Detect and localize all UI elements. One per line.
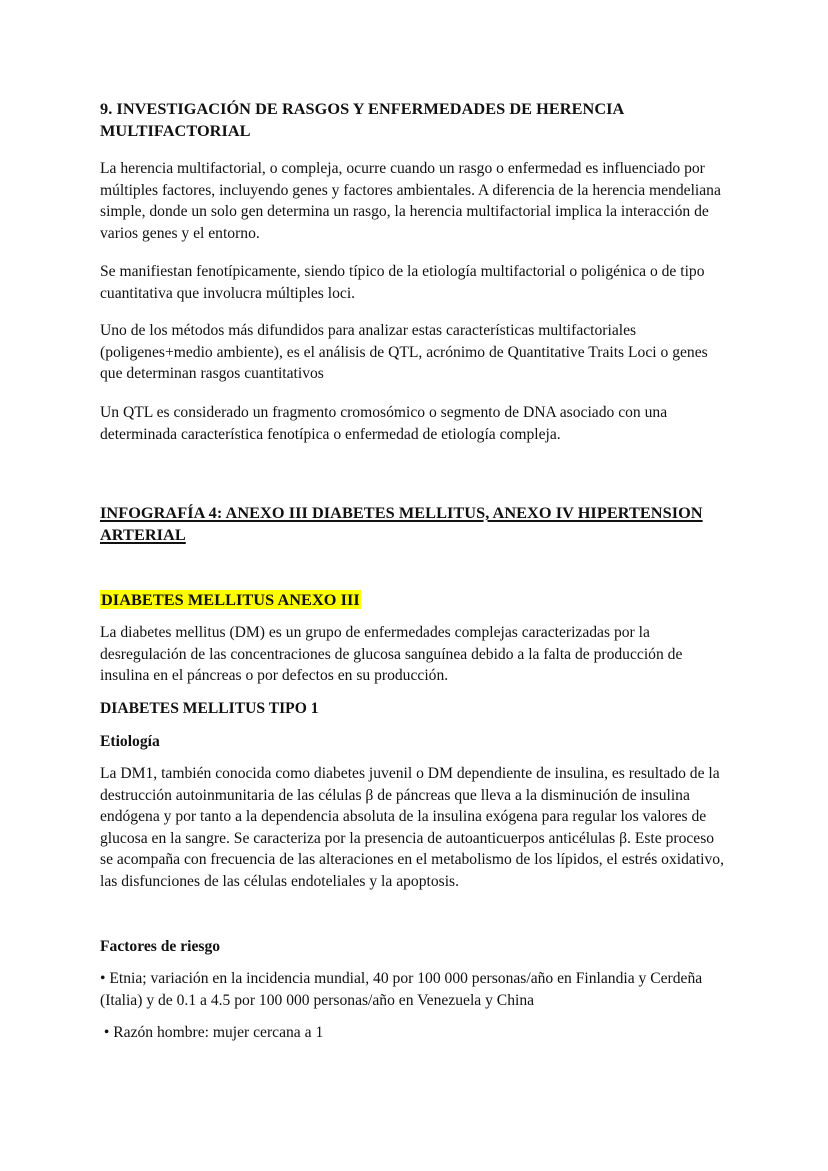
paragraph-qtl-definicion: Un QTL es considerado un fragmento cromosómico o segmento de DNA asociado con una determinada característica fenotípica o enfermedad de etiología compleja. (100, 404, 668, 443)
paragraph-diabetes-intro: La diabetes mellitus (DM) es un grupo de enfermedades complejas caracterizadas por la desregulación de las concentraciones de glucosa sanguínea debido a la falta de producción de insulina en el páncreas o por defectos en su producción. (100, 624, 683, 685)
paragraph-etiologia: La DM1, también conocida como diabetes juvenil o DM dependiente de insulina, es resultado de la destrucción autoinmunitaria de las células β de páncreas que lleva a la disminución de insulina endógena y por tanto a la dependencia absoluta de la insulina exógena para regular los valores de glucosa en la sangre. Se caracteriza por la presencia de autoanticuerpos anticélulas β. Este proceso se acompaña con frecuencia de las alteraciones en el metabolismo de los lípidos, el estrés oxidativo, las disfunciones de las células endoteliales y la apoptosis. (100, 765, 724, 890)
paragraph-manifestacion: Se manifiestan fenotípicamente, siendo típico de la etiología multifactorial o poligénica o de tipo cuantitativa que involucra múltiples loci. (100, 263, 705, 302)
diabetes-anexo-heading (100, 589, 730, 611)
infografia-heading: INFOGRAFÍA 4: ANEXO III DIABETES MELLITUS, ANEXO IV HIPERTENSION ARTERIAL (100, 503, 703, 544)
etiologia-heading: Etiología (100, 733, 160, 750)
section-9-heading: 9. INVESTIGACIÓN DE RASGOS Y ENFERMEDADES DE HERENCIA MULTIFACTORIAL (100, 99, 624, 140)
list-item-razon-sexo: • Razón hombre: mujer cercana a 1 (100, 1024, 324, 1041)
list-item-etnia: • Etnia; variación en la incidencia mundial, 40 por 100 000 personas/año en Finlandia y Cerdeña (Italia) y de 0.1 a 4.5 por 100 000 personas/año en Venezuela y China (100, 970, 703, 1009)
factores-riesgo-heading: Factores de riesgo (100, 938, 221, 955)
paragraph-qtl-metodo: Uno de los métodos más difundidos para analizar estas características multifactoriales (poligenes+medio ambiente), es el análisis de QTL, acrónimo de Quantitative Traits Loci o genes que determinan rasgos cuantitativos (100, 322, 708, 383)
paragraph-herencia-multifactorial: La herencia multifactorial, o compleja, ocurre cuando un rasgo o enfermedad es influenciado por múltiples factores, incluyendo genes y factores ambientales. A diferencia de la herencia mendeliana simple, donde un solo gen determina un rasgo, la herencia multifactorial implica la interacción de varios genes y el entorno. (100, 160, 721, 242)
tipo1-heading: DIABETES MELLITUS TIPO 1 (100, 700, 319, 717)
highlighted-title: DIABETES MELLITUS ANEXO III (101, 590, 360, 609)
